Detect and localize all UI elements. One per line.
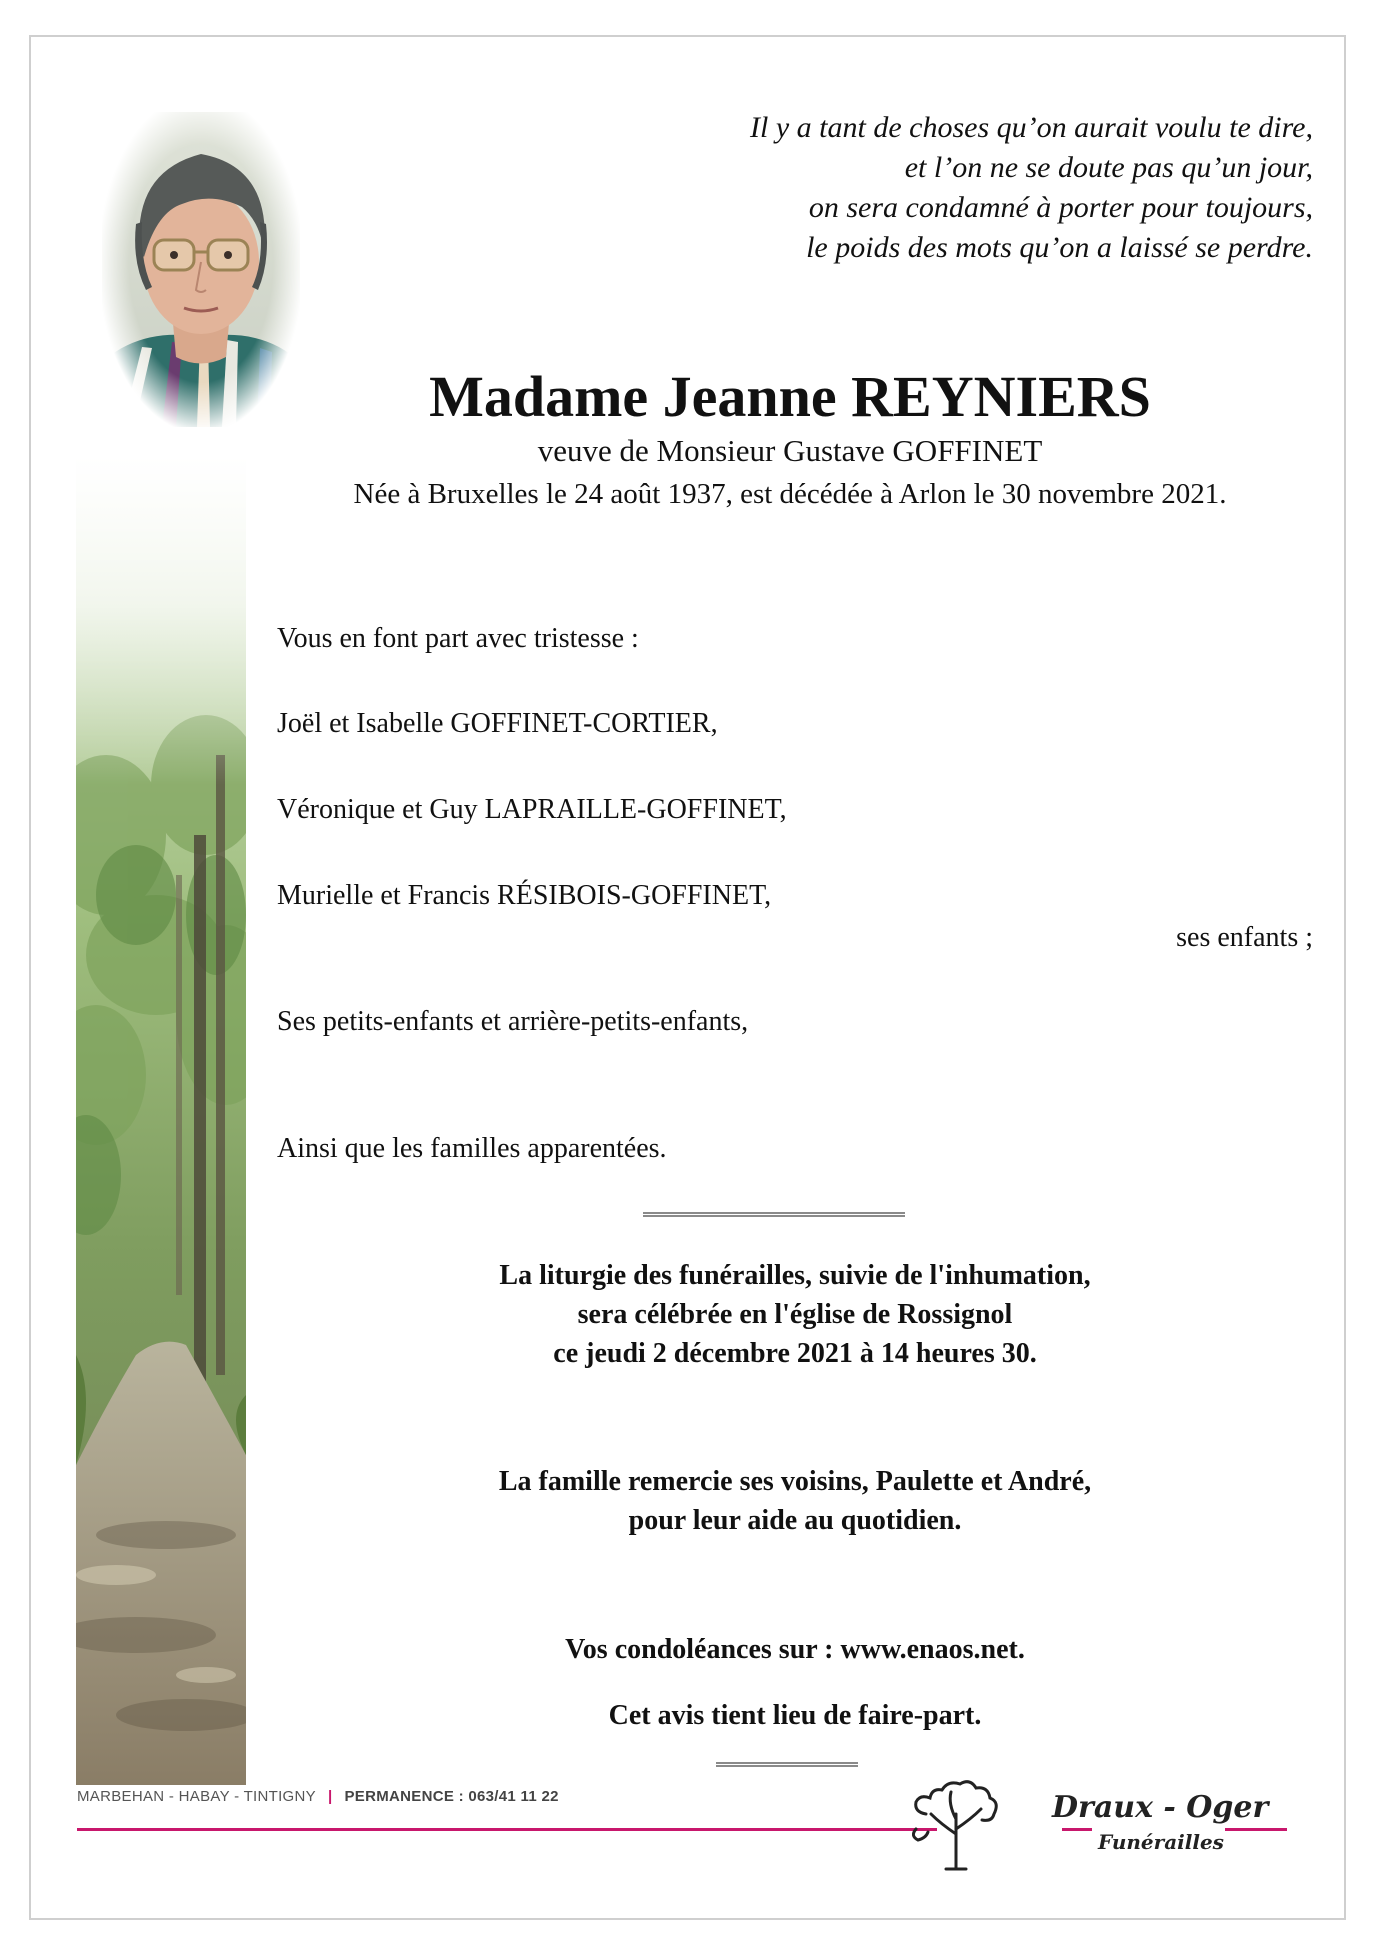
ceremony-line: ce jeudi 2 décembre 2021 à 14 heures 30.	[553, 1338, 1037, 1369]
portrait-photo	[102, 112, 300, 427]
families-line: Ainsi que les familles apparentées.	[277, 1133, 667, 1164]
poem-line: on sera condamné à porter pour toujours,	[808, 191, 1313, 224]
brand-name: Draux - Oger	[1052, 1790, 1269, 1825]
birth-death-dates: Née à Bruxelles le 24 août 1937, est décédée à Arlon le 30 novembre 2021.	[353, 478, 1227, 510]
condolences-line: Vos condoléances sur : www.enaos.net.	[565, 1634, 1025, 1665]
ceremony-line: La liturgie des funérailles, suivie de l'inhumation,	[499, 1260, 1091, 1291]
announcement-intro: Vous en font part avec tristesse :	[277, 623, 639, 654]
notice-line: Cet avis tient lieu de faire-part.	[608, 1700, 982, 1731]
forest-path-image	[76, 455, 246, 1785]
footer-accent-line	[1062, 1828, 1092, 1831]
poem-line: et l’on ne se doute pas qu’un jour,	[904, 151, 1313, 184]
footer-accent-line	[77, 1828, 937, 1831]
child-family-line: Joël et Isabelle GOFFINET-CORTIER,	[277, 708, 718, 739]
ceremony-info	[300, 1256, 1290, 1373]
tree-logo-icon	[906, 1774, 1006, 1874]
deceased-name: Madame Jeanne REYNIERS	[429, 364, 1151, 429]
children-label: ses enfants ;	[1176, 922, 1313, 953]
spouse-line: veuve de Monsieur Gustave GOFFINET	[537, 433, 1043, 468]
double-divider	[643, 1212, 905, 1217]
poem-line: le poids des mots qu’on a laissé se perdre.	[806, 231, 1313, 264]
grandchildren-line: Ses petits-enfants et arrière-petits-enfants,	[277, 1006, 749, 1037]
footer-locations: MARBEHAN - HABAY - TINTIGNY	[77, 1788, 316, 1805]
ceremony-line: sera célébrée en l'église de Rossignol	[577, 1299, 1013, 1330]
footer-contact	[77, 1788, 559, 1805]
footer-accent-line	[1225, 1828, 1287, 1831]
thanks-line: La famille remercie ses voisins, Paulette et André,	[498, 1466, 1092, 1497]
footer-separator: |	[327, 1788, 333, 1805]
child-family-line: Murielle et Francis RÉSIBOIS-GOFFINET,	[277, 880, 772, 911]
thanks-line: pour leur aide au quotidien.	[628, 1505, 962, 1536]
thanks-message	[300, 1462, 1290, 1540]
child-family-line: Véronique et Guy LAPRAILLE-GOFFINET,	[277, 794, 787, 825]
poem-line: Il y a tant de choses qu’on aurait voulu te dire,	[750, 111, 1313, 144]
poem	[513, 108, 1313, 268]
footer-permanence: PERMANENCE : 063/41 11 22	[344, 1788, 559, 1805]
double-divider	[716, 1762, 858, 1767]
brand-subtitle: Funérailles	[1098, 1830, 1224, 1854]
